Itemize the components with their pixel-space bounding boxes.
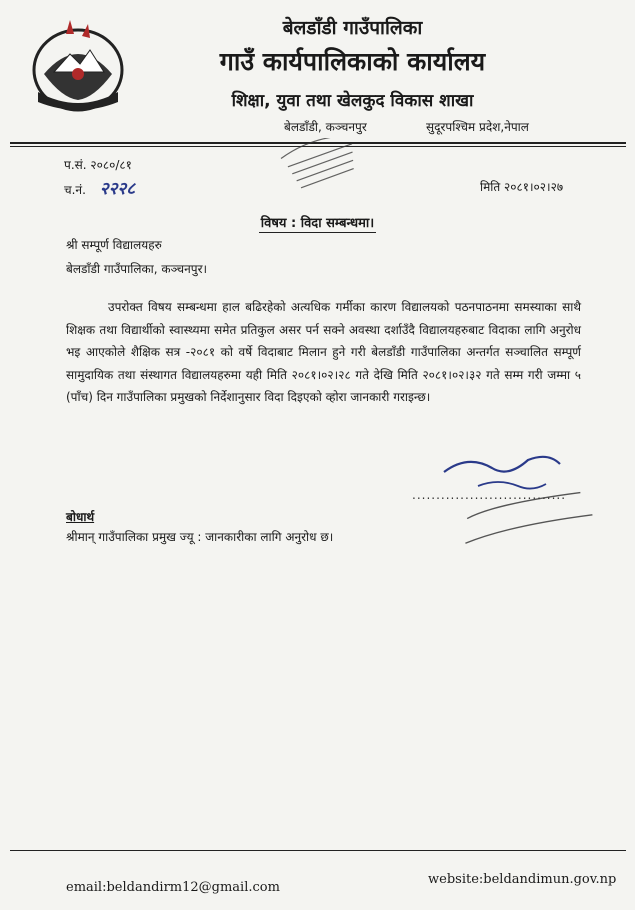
reference-number: प.सं. २०८०/८१ xyxy=(64,158,132,172)
office-name: गाउँ कार्यपालिकाको कार्यालय xyxy=(219,47,486,76)
dispatch-number xyxy=(64,176,135,199)
footer-website: website:beldandimun.gov.np xyxy=(428,872,617,887)
recipient-line-2: बेलडाँडी गाउँपालिका, कञ्चनपुर। xyxy=(66,262,208,276)
footer-email: email:beldandirm12@gmail.com xyxy=(66,880,280,895)
cc-line: श्रीमान् गाउँपालिका प्रमुख ज्यू : जानकारीका लागि अनुरोध छ। xyxy=(66,530,334,544)
recipient-line-1: श्री सम्पूर्ण विद्यालयहरु xyxy=(66,238,162,252)
address-district: बेलडाँडी, कञ्चनपुर xyxy=(284,120,367,134)
subject-line xyxy=(0,213,635,231)
dispatch-label: च.नं. xyxy=(64,183,86,197)
section-name: शिक्षा, युवा तथा खेलकुद विकास शाखा xyxy=(231,91,474,111)
subject-text: विषय : विदा सम्बन्धमा। xyxy=(260,216,375,231)
dispatch-number-handwritten: २२२८ xyxy=(99,179,136,199)
cc-heading: बोधार्थ xyxy=(66,510,95,524)
office-stamp-icon xyxy=(268,138,378,198)
address-province: सुदूरपश्चिम प्रदेश,नेपाल xyxy=(426,120,529,134)
letter-date: मिति २०८१।०२।२७ xyxy=(480,180,564,194)
municipality-name: बेलडाँडी गाउँपालिका xyxy=(282,17,423,39)
signature-line: ................................ xyxy=(412,488,567,502)
letter-body: उपरोक्त विषय सम्बन्धमा हाल बढिरहेको अत्यधिक गर्मीका कारण विद्यालयको पठनपाठनमा समस्याका साथै शिक्षक तथा विद्यार्थीको स्वास्थ्यमा समेत प्रतिकुल असर पर्न सक्ने अवस्था दर्शाउँदै विद्यालयहरुबाट विदाका लागि अनुरोध भइ आएकोले शैक्षिक सत्र -२०८१ को वर्षे विदाबाट मिलान हुने गरी बेलडाँडी गाउँपालिका अन्तर्गत सञ्चालित सम्पूर्ण सामुदायिक तथा संस्थागत विद्यालयहरुमा यही मिति २०८१।०२।२८ गते देखि मिति २०८१।०२।३२ गते सम्म गरी जम्मा ५ (पाँच) दिन गाउँपालिका प्रमुखको निर्देशानुसार विदा दिइएको व्होरा जानकारी गराइन्छ। xyxy=(66,300,581,404)
footer-divider xyxy=(10,850,626,851)
